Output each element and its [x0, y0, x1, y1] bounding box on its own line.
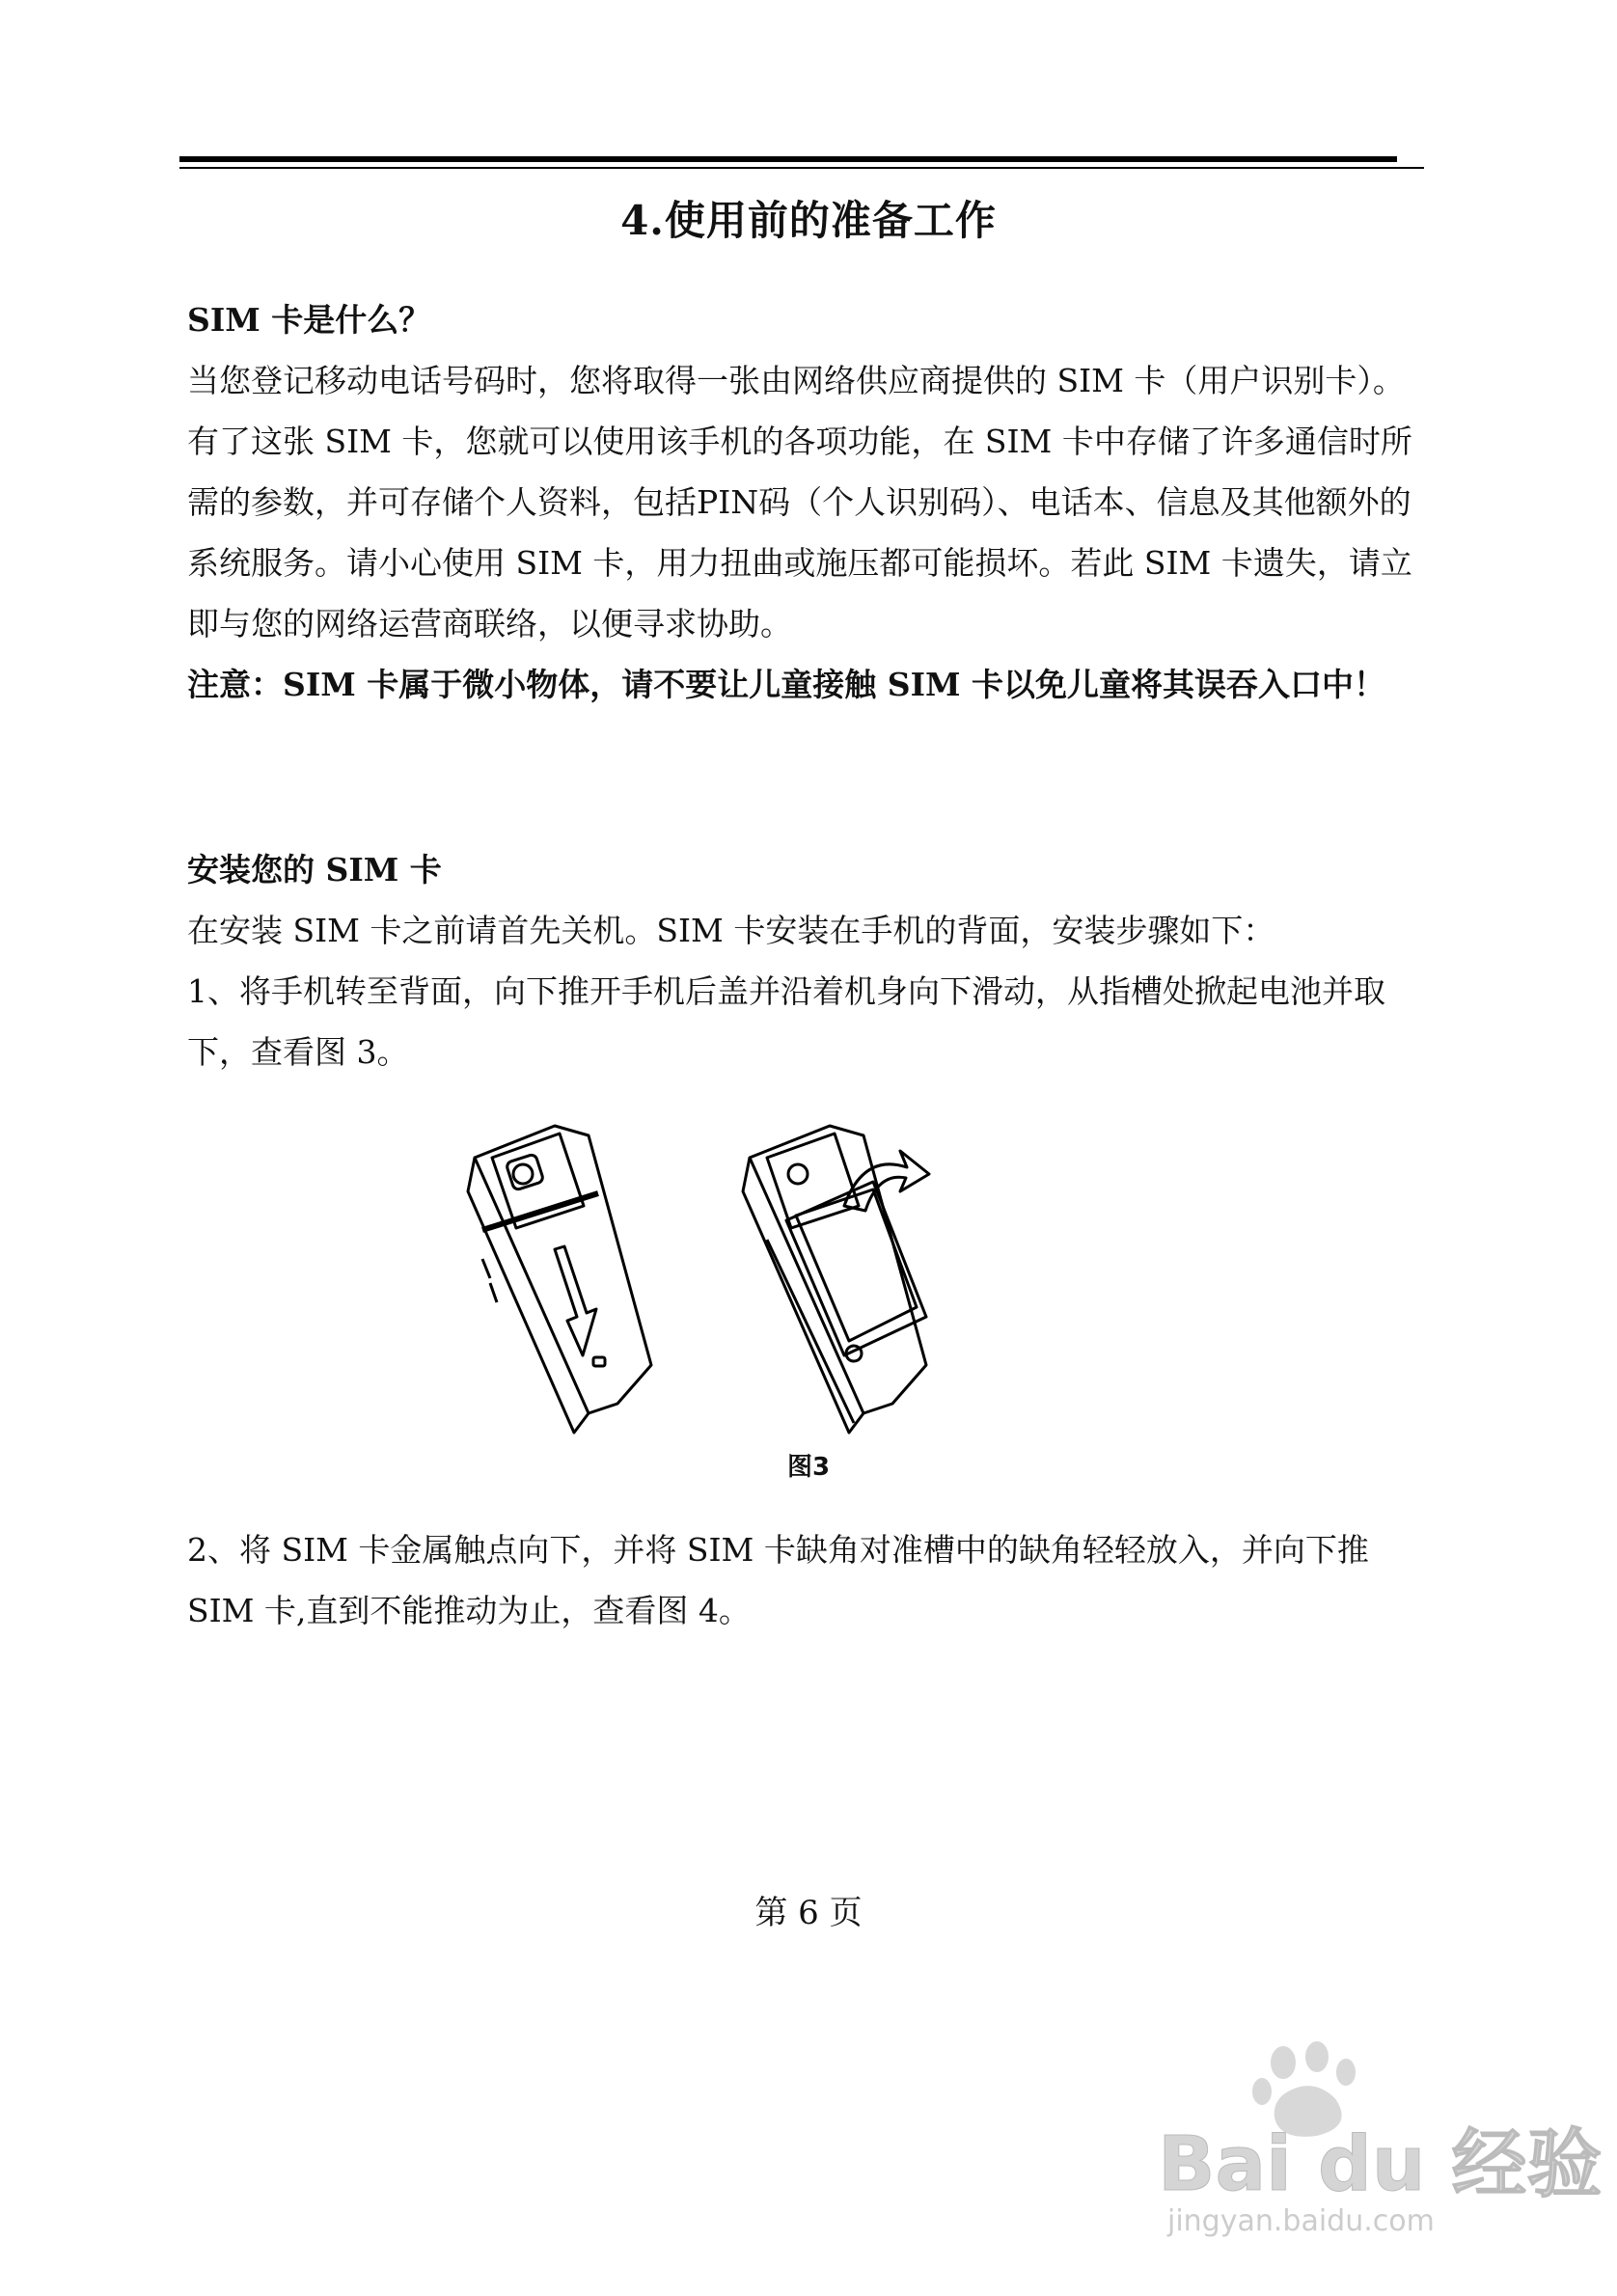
page-title: 4.使用前的准备工作 [620, 197, 997, 244]
warning-text: 注意：SIM 卡属于微小物体，请不要让儿童接触 SIM 卡以免儿童将其误吞入口中！ [187, 666, 1386, 703]
section-step2 [187, 1519, 1426, 1641]
phone-battery-remove-icon [743, 1126, 929, 1433]
section-heading-install-sim: 安装您的 SIM 卡 [187, 851, 442, 888]
section-heading-what-is-sim: SIM 卡是什么？ [187, 301, 431, 339]
header-rule-thick [179, 156, 1397, 162]
phone-cover-slide-icon [468, 1126, 651, 1433]
section-what-is-sim [187, 289, 1426, 715]
watermark-url: jingyan.baidu.com [1167, 2204, 1435, 2238]
paragraph-step2: 2、将 SIM 卡金属触点向下，并将 SIM 卡缺角对准槽中的缺角轻轻放入，并向下推 SIM 卡,直到不能推动为止，查看图 4。 [187, 1531, 1369, 1629]
page-number: 第 6 页 [754, 1894, 863, 1932]
paragraph-sim-intro: 当您登记移动电话号码时，您将取得一张由网络供应商提供的 SIM 卡（用户识别卡）。 [187, 362, 1405, 399]
figure-caption: 图3 [786, 1453, 831, 1482]
phone-back-illustration-icon [463, 1114, 1042, 1481]
baidu-paw-logo-icon [1138, 2045, 1603, 2238]
header-rule-thin [179, 167, 1424, 169]
paragraph-sim-functions: 有了这张 SIM 卡，您就可以使用该手机的各项功能，在 SIM 卡中存储了许多通信时所需的参数，并可存储个人资料，包括PIN码（个人识别码）、电话本、信息及其他额外的系统服务。请小心使用 SIM 卡，用力扭曲或施压都可能损坏。若此 SIM 卡遗失，请立即与您的网络运营商联络，以便寻求协助。 [187, 423, 1412, 642]
paragraph-install-intro: 在安装 SIM 卡之前请首先关机。SIM 卡安装在手机的背面，安装步骤如下： [187, 912, 1275, 949]
paragraph-step1: 1、将手机转至背面，向下推开手机后盖并沿着机身向下滑动，从指槽处掀起电池并取下，查看图 3。 [187, 972, 1385, 1071]
watermark-brand: Bai du 经验 [1158, 2121, 1603, 2208]
section-install-sim [187, 839, 1426, 1082]
